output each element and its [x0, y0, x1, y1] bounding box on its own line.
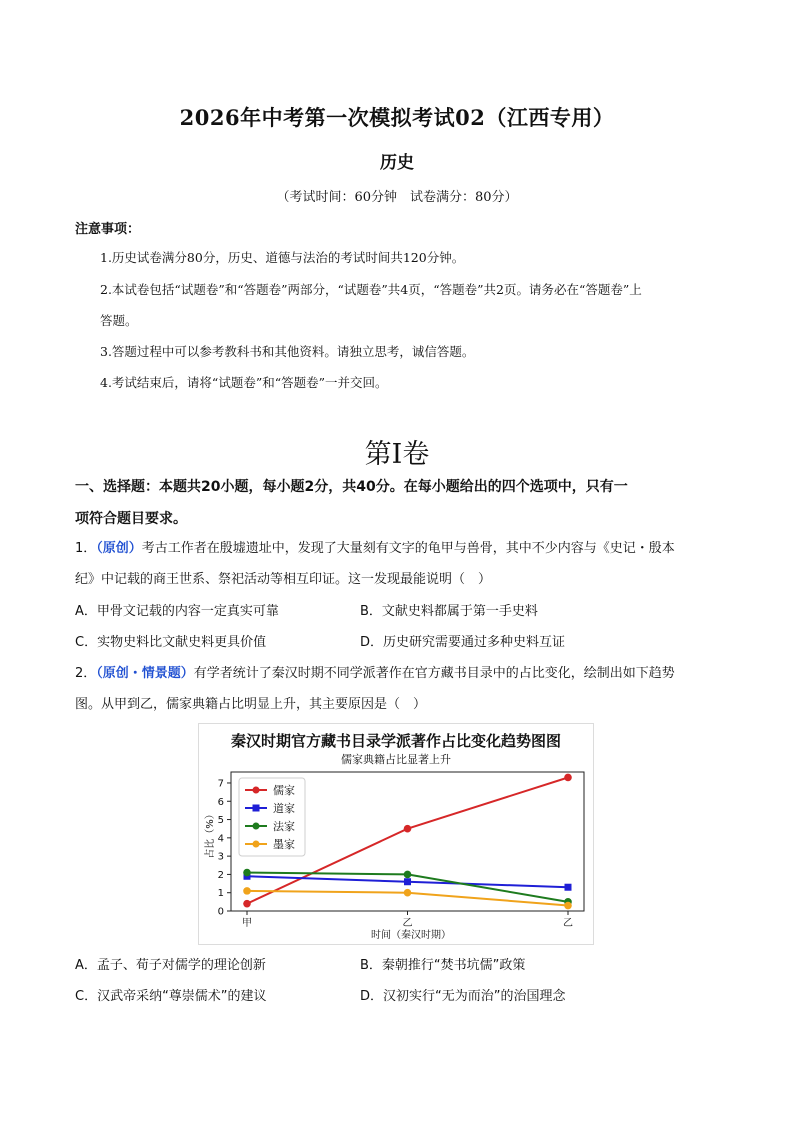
chart-svg [199, 724, 593, 944]
y-tick-label: 0 [217, 906, 224, 918]
y-tick-label: 7 [217, 778, 224, 790]
data-point [564, 774, 572, 782]
question-2-line2: 图。从甲到乙，儒家典籍占比明显上升，其主要原因是（ ） [75, 697, 427, 712]
question-tag: （原创・情景题） [96, 666, 194, 681]
chart-subtitle: 儒家典籍占比显著上升 [341, 753, 451, 766]
legend-label: 墨家 [273, 838, 295, 851]
x-tick-label: 乙 [563, 918, 573, 929]
option-d: D．汉初实行“无为而治”的治国理念 [360, 989, 566, 1004]
legend-marker [253, 805, 260, 812]
data-point [243, 900, 251, 908]
data-point [404, 878, 411, 885]
question-number: 2． [75, 666, 97, 681]
part-title: 第Ⅰ卷 [364, 439, 430, 470]
legend-label: 儒家 [273, 784, 295, 797]
y-tick-label: 4 [217, 833, 224, 845]
legend-marker [253, 823, 260, 830]
data-point [564, 902, 572, 910]
data-point [404, 825, 412, 833]
exam-info: （考试时间：60分钟 试卷满分：80分） [276, 190, 518, 205]
data-point [404, 871, 412, 879]
section-heading-line1: 一、选择题：本题共20小题，每小题2分，共40分。在每小题给出的四个选项中，只有一 [75, 479, 628, 495]
question-number: 1． [75, 541, 97, 556]
y-tick-label: 1 [217, 888, 224, 900]
y-tick-label: 6 [217, 796, 224, 808]
option-c: C．汉武帝采纳“尊崇儒术”的建议 [75, 989, 267, 1004]
data-point [404, 889, 412, 897]
chart-title: 秦汉时期官方藏书目录学派著作占比变化趋势图图 [230, 732, 562, 750]
option-a: A．甲骨文记载的内容一定真实可靠 [75, 604, 279, 619]
data-point [565, 884, 572, 891]
x-tick-label: 甲 [242, 918, 252, 929]
notice-item: 2.本试卷包括“试题卷”和“答题卷”两部分，“试题卷”共4页，“答题卷”共2页。请务必在“答题卷”上 [100, 282, 642, 297]
option-b: B．文献史料都属于第一手史料 [360, 604, 538, 619]
question-1-line1 [75, 540, 725, 558]
trend-chart [198, 723, 594, 945]
y-tick-label: 5 [217, 815, 224, 827]
option-c: C．实物史料比文献史料更具价值 [75, 635, 267, 650]
section-heading-line2: 项符合题目要求。 [75, 511, 187, 527]
question-tag: （原创） [96, 541, 142, 556]
legend-label: 法家 [273, 820, 295, 833]
x-axis-label: 时间（秦汉时期） [371, 930, 451, 941]
y-axis-label: 占比（%） [205, 809, 216, 859]
legend-label: 道家 [273, 802, 295, 815]
notice-item: 4.考试结束后，请将“试题卷”和“答题卷”一并交回。 [100, 375, 388, 390]
option-a: A．孟子、荀子对儒学的理论创新 [75, 958, 266, 973]
legend-marker [253, 787, 260, 794]
question-1-line2: 纪》中记载的商王世系、祭祀活动等相互印证。这一发现最能说明（ ） [75, 572, 492, 587]
subject-title: 历史 [380, 153, 414, 173]
notice-item: 1.历史试卷满分80分，历史、道德与法治的考试时间共120分钟。 [100, 250, 465, 265]
x-tick-label: 乙 [402, 918, 413, 929]
notice-heading: 注意事项： [75, 222, 141, 237]
question-text: 有学者统计了秦汉时期不同学派著作在官方藏书目录中的占比变化，绘制出如下趋势 [193, 666, 675, 681]
question-text: 考古工作者在殷墟遗址中，发现了大量刻有文字的龟甲与兽骨，其中不少内容与《史记・殷本 [141, 541, 675, 556]
question-2-line1 [75, 665, 725, 683]
option-d: D．历史研究需要通过多种史料互证 [360, 635, 566, 650]
data-point [243, 869, 251, 877]
notice-item: 3.答题过程中可以参考教科书和其他资料。请独立思考，诚信答题。 [100, 344, 475, 359]
legend-marker [253, 841, 260, 848]
document-title: 2026年中考第一次模拟考试02（江西专用） [179, 105, 615, 130]
y-tick-label: 2 [217, 869, 224, 881]
y-tick-label: 3 [217, 851, 224, 863]
notice-item: 答题。 [100, 313, 138, 328]
option-b: B．秦朝推行“焚书坑儒”政策 [360, 958, 526, 973]
data-point [243, 887, 251, 895]
chart-legend [239, 778, 305, 856]
